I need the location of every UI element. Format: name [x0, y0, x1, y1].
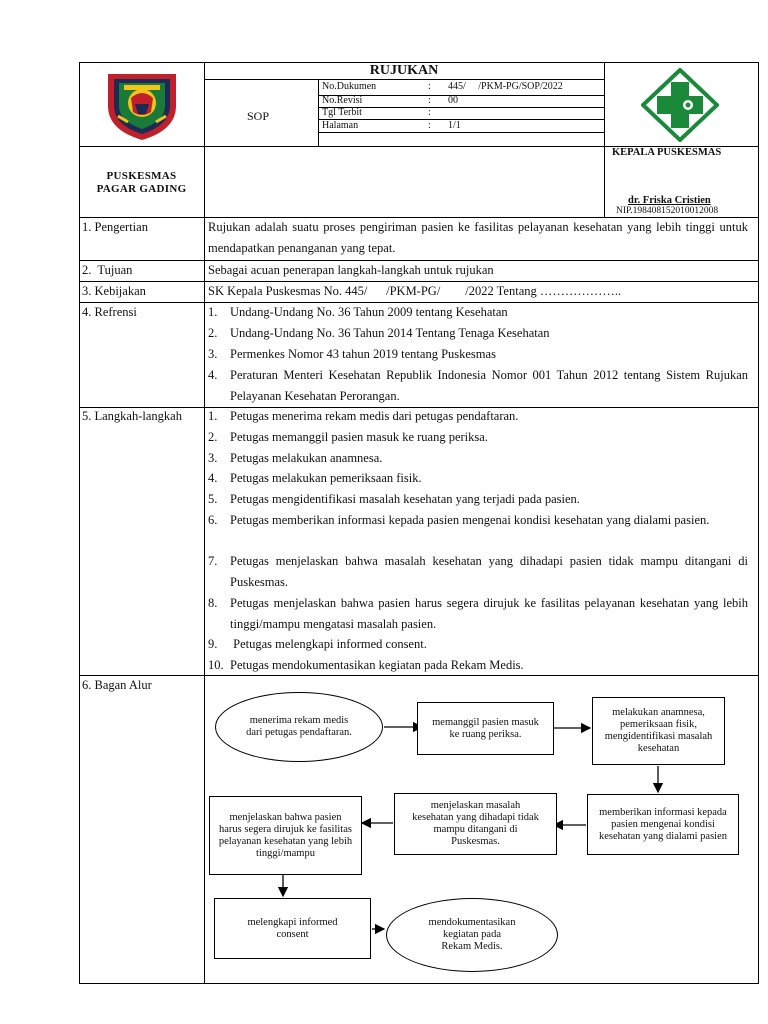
- section-label-kebijakan: 3. Kebijakan: [82, 284, 146, 298]
- flow-node-3: melakukan anamnesa, pemeriksaan fisik, mengidentifikasi masalah kesehatan: [592, 697, 725, 765]
- refrensi-item: 4. Peraturan Menteri Kesehatan Republik Indonesia Nomor 001 Tahun 2012 tentang Sistem Rujukan Pelayanan Kesehatan Perorangan.: [208, 368, 748, 403]
- org-name: PUSKESMAS PAGAR GADING: [96, 170, 187, 195]
- refrensi-item: 2. Undang-Undang No. 36 Tahun 2014 Tentang Tenaga Kesehatan: [208, 326, 550, 340]
- refrensi-item: 3. Permenkes Nomor 43 tahun 2019 tentang Puskesmas: [208, 347, 496, 361]
- puskesmas-logo: [104, 70, 180, 142]
- section-label-pengertian: 1. Pengertian: [82, 220, 148, 234]
- head-title: KEPALA PUSKESMAS: [612, 147, 722, 158]
- pengertian-text: Rujukan adalah suatu proses pengiriman pasien ke fasilitas pelayanan kesehatan yang lebih tinggi untuk mendapatkan penanganan yang tepat.: [208, 220, 748, 255]
- langkah-item: 1. Petugas menerima rekam medis dari petugas pendaftaran.: [208, 409, 519, 423]
- langkah-item: 2. Petugas memanggil pasien masuk ke ruang periksa.: [208, 430, 488, 444]
- flow-node-6: menjelaskan bahwa pasien harus segera dirujuk ke fasilitas pelayanan kesehatan yang lebih tinggi/mampu: [209, 796, 362, 875]
- langkah-item: 8. Petugas menjelaskan bahwa pasien harus segera dirujuk ke fasilitas pelayanan kesehatan yang lebih tinggi/mampu mengatasi masalah pasien.: [208, 596, 748, 631]
- flow-node-5: menjelaskan masalah kesehatan yang dihadapi tidak mampu ditangani di Puskesmas.: [394, 793, 557, 855]
- meta-row-tgl-terbit: Tgl Terbit :: [322, 107, 431, 118]
- sop-label: SOP: [247, 109, 270, 123]
- puskesmas-cross-logo: [641, 68, 719, 142]
- langkah-item: 7. Petugas menjelaskan bahwa masalah kesehatan yang dihadapi pasien tidak mampu ditangani di Puskesmas.: [208, 554, 748, 589]
- meta-row-no-revisi: No.Revisi : 00: [322, 95, 458, 106]
- langkah-item: 5. Petugas mengidentifikasi masalah kesehatan yang terjadi pada pasien.: [208, 492, 580, 506]
- langkah-item: 10. Petugas mendokumentasikan kegiatan pada Rekam Medis.: [208, 658, 524, 672]
- langkah-item: 9. Petugas melengkapi informed consent.: [208, 637, 427, 651]
- kebijakan-text: SK Kepala Puskesmas No. 445/ /PKM-PG/ /2022 Tentang ………………..: [208, 284, 622, 298]
- section-label-langkah: 5. Langkah-langkah: [82, 409, 182, 423]
- langkah-item: 3. Petugas melakukan anamnesa.: [208, 451, 383, 465]
- flow-node-2: memanggil pasien masuk ke ruang periksa.: [417, 702, 554, 755]
- tujuan-text: Sebagai acuan penerapan langkah-langkah untuk rujukan: [208, 263, 494, 277]
- flow-node-4: memberikan informasi kepada pasien mengenai kondisi kesehatan yang dialami pasien: [587, 794, 739, 855]
- flow-node-7: melengkapi informed consent: [214, 898, 371, 959]
- head-name: dr. Friska Cristien: [628, 195, 711, 206]
- head-nip: NIP.198408152010012008: [616, 206, 719, 216]
- langkah-item: 6. Petugas memberikan informasi kepada pasien mengenai kondisi kesehatan yang dialami pasien.: [208, 513, 710, 527]
- document-title: RUJUKAN: [369, 63, 439, 78]
- section-label-tujuan: 2. Tujuan: [82, 263, 133, 277]
- flow-node-1: menerima rekam medis dari petugas pendaftaran.: [215, 692, 383, 762]
- refrensi-item: 1. Undang-Undang No. 36 Tahun 2009 tentang Kesehatan: [208, 305, 508, 319]
- meta-row-halaman: Halaman : 1/1: [322, 120, 461, 131]
- section-label-refrensi: 4. Refrensi: [82, 305, 137, 319]
- section-label-bagan-alur: 6. Bagan Alur: [82, 678, 152, 692]
- meta-row-no-dokumen: No.Dukumen : 445/ /PKM-PG/SOP/2022: [322, 81, 563, 92]
- flow-node-8: mendokumentasikan kegiatan pada Rekam Medis.: [386, 898, 558, 972]
- langkah-item: 4. Petugas melakukan pemeriksaan fisik.: [208, 471, 422, 485]
